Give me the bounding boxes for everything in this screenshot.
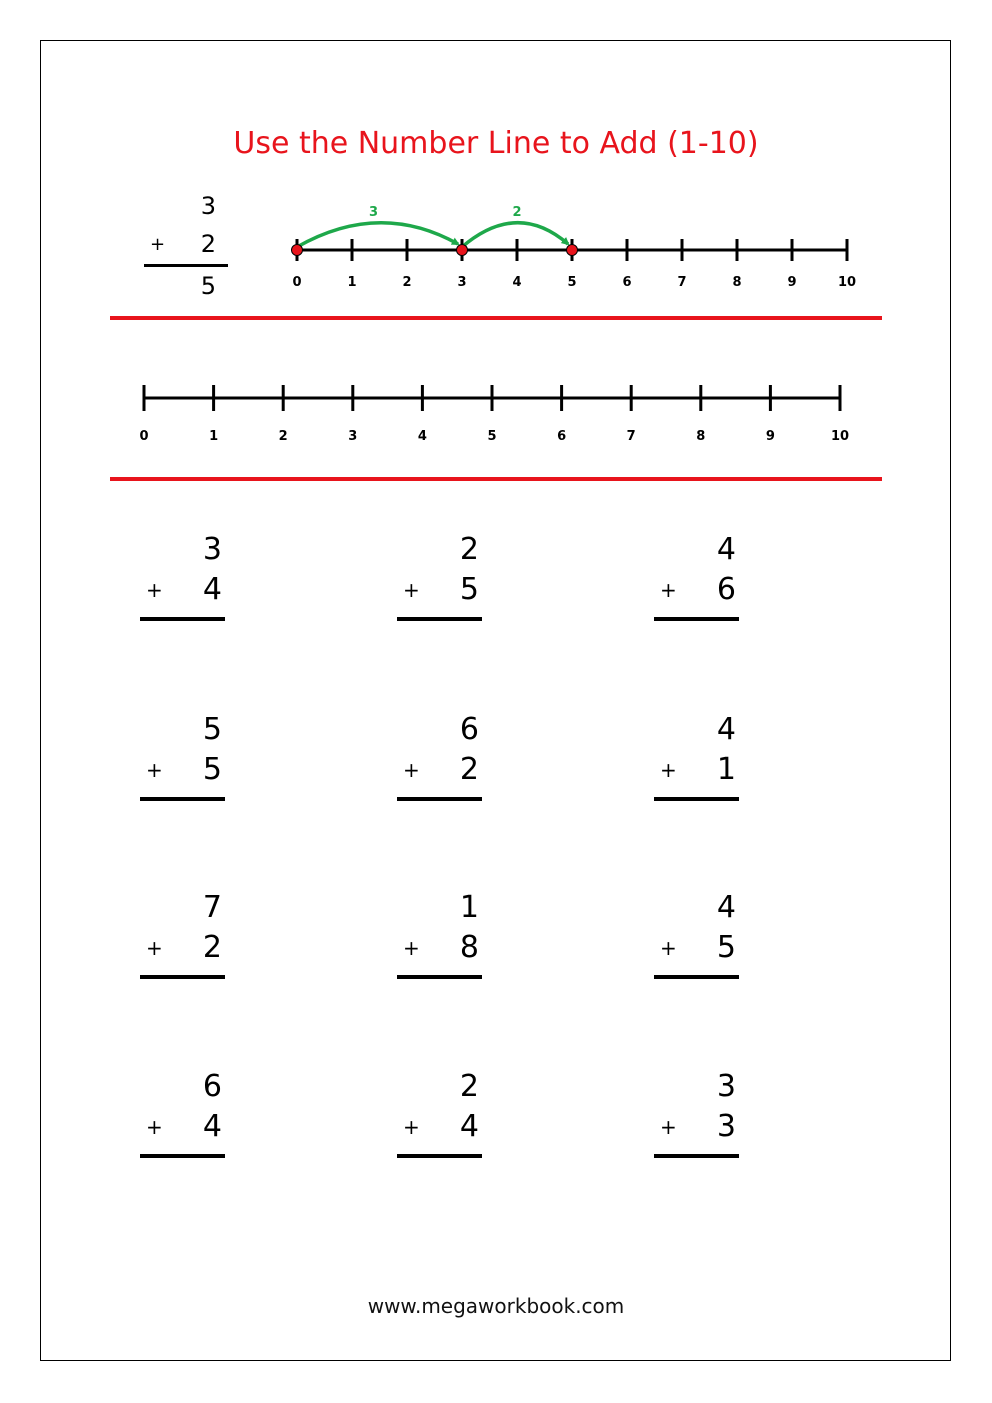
blank-line-tick-label: 6 [557,429,567,444]
marked-point [292,245,303,256]
divider-top [110,316,882,320]
problem-top-number: 5 [202,712,222,747]
answer-line[interactable] [140,617,225,621]
problem-operator: + [660,1115,677,1139]
example-line-tick-label: 4 [512,275,522,290]
blank-line-tick-label: 3 [348,429,358,444]
answer-line[interactable] [397,797,482,801]
blank-line-tick-label: 1 [209,429,219,444]
addition-problem [397,712,487,825]
problem-operator: + [403,936,420,960]
problem-operator: + [660,578,677,602]
addition-problem [140,532,230,645]
blank-line-tick-label: 2 [278,429,288,444]
problem-bottom-number: 4 [202,572,222,607]
problem-bottom-number: 4 [202,1109,222,1144]
answer-line[interactable] [397,975,482,979]
problem-operator: + [146,758,163,782]
answer-line[interactable] [654,975,739,979]
example-line-tick-label: 0 [292,275,302,290]
divider-bottom [110,477,882,481]
jump-label: 3 [368,205,379,220]
example-line-tick-label: 8 [732,275,742,290]
jump-label: 2 [512,205,522,220]
example-answer: 5 [200,272,216,300]
problem-operator: + [660,936,677,960]
example-line-tick-label: 3 [457,275,467,290]
example-line-tick-label: 6 [622,275,632,290]
problem-top-number: 7 [202,890,222,925]
problem-operator: + [146,1115,163,1139]
marked-point [457,245,468,256]
problem-operator: + [403,758,420,782]
example-line-tick-label: 1 [347,275,357,290]
problem-operator: + [146,936,163,960]
blank-line-tick-label: 9 [765,429,775,444]
addition-problem [397,532,487,645]
problem-top-number: 3 [716,1069,736,1104]
addition-problem [654,1069,744,1182]
problem-top-number: 4 [716,890,736,925]
example-number-line [0,0,992,320]
problem-top-number: 6 [459,712,479,747]
answer-line[interactable] [140,975,225,979]
problem-top-number: 4 [716,712,736,747]
addition-problem [140,1069,230,1182]
example-line-tick-label: 7 [677,275,687,290]
problem-top-number: 3 [202,532,222,567]
problem-operator: + [403,578,420,602]
answer-line[interactable] [397,617,482,621]
problem-top-number: 2 [459,532,479,567]
blank-line-tick-label: 8 [696,429,706,444]
problem-bottom-number: 2 [459,752,479,787]
problem-bottom-number: 5 [716,930,736,965]
problem-operator: + [660,758,677,782]
answer-line[interactable] [397,1154,482,1158]
problem-top-number: 2 [459,1069,479,1104]
addition-problem [654,890,744,1003]
blank-line-tick-label: 7 [626,429,636,444]
problem-top-number: 4 [716,532,736,567]
example-operator: + [150,234,166,255]
answer-line[interactable] [140,1154,225,1158]
answer-line[interactable] [654,617,739,621]
problem-bottom-number: 1 [716,752,736,787]
jump-arrow [462,223,568,247]
answer-line[interactable] [654,797,739,801]
problem-bottom-number: 6 [716,572,736,607]
example-line-tick-label: 5 [567,275,577,290]
example-line-tick-label: 2 [402,275,412,290]
blank-line-tick-label: 4 [417,429,427,444]
addition-problem [654,712,744,825]
problem-bottom-number: 3 [716,1109,736,1144]
blank-line-tick-label: 0 [139,429,149,444]
problem-bottom-number: 5 [202,752,222,787]
blank-number-line [0,360,992,460]
blank-line-tick-label: 5 [487,429,497,444]
problem-bottom-number: 8 [459,930,479,965]
example-top: 3 [200,192,216,220]
footer-url: www.megaworkbook.com [367,1294,625,1318]
addition-problem [397,1069,487,1182]
example-bottom: 2 [200,230,216,258]
problem-bottom-number: 2 [202,930,222,965]
blank-line-tick-label: 10 [830,429,850,444]
answer-line[interactable] [140,797,225,801]
addition-problem [140,712,230,825]
addition-problem [397,890,487,1003]
problem-top-number: 6 [202,1069,222,1104]
addition-problem [140,890,230,1003]
jump-arrow [297,223,458,247]
marked-point [567,245,578,256]
example-line-tick-label: 9 [787,275,797,290]
problem-operator: + [403,1115,420,1139]
problem-operator: + [146,578,163,602]
worksheet-title: Use the Number Line to Add (1-10) [233,126,759,161]
problem-bottom-number: 4 [459,1109,479,1144]
example-line-tick-label: 10 [837,275,857,290]
problem-bottom-number: 5 [459,572,479,607]
problem-top-number: 1 [459,890,479,925]
answer-line[interactable] [654,1154,739,1158]
addition-problem [654,532,744,645]
